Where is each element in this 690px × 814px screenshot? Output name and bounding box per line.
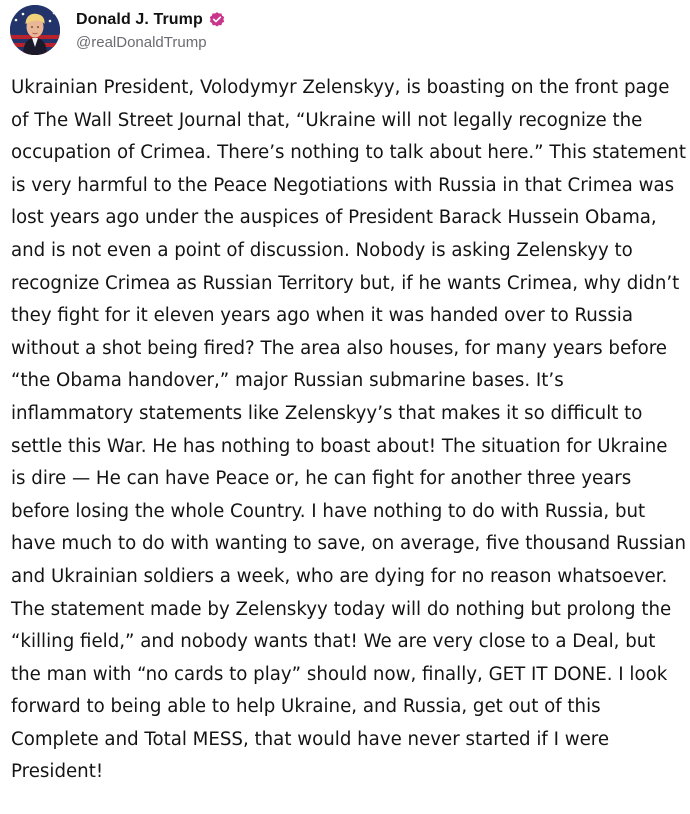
profile-photo-icon [10,5,60,55]
author-name-row [76,9,226,31]
post-header [10,2,226,58]
verified-badge-icon [208,11,226,29]
author-display-name[interactable]: Donald J. Trump [76,11,203,28]
author-names [76,9,226,51]
avatar[interactable] [10,5,60,55]
post-body-text: Ukrainian President, Volodymyr Zelenskyy, is boasting on the front page of The Wall Street Journal that, “Ukraine will not legally recognize the occupation of Crimea. There’s nothing to talk about here.” This statement is very harmful to the Peace Negotiations with Russia in that Crimea was lost years ago under the auspices of President Barack Hussein Obama, and is not even a point of discussion. Nobody is asking Zelenskyy to recognize Crimea as Russian Territory but, if he wants Crimea, why didn’t they fight for it eleven years ago when it was handed over to Russia without a shot being fired? The area also houses, for many years before “the Obama handover,” major Russian submarine bases. It’s inflammatory statements like Zelenskyy’s that makes it so difficult to settle this War. He has nothing to boast about! The situation for Ukraine is dire — He can have Peace or, he can fight for another three years before losing the whole Country. I have nothing to do with Russia, but have much to do with wanting to save, on average, five thousand Russian and Ukrainian soldiers a week, who are dying for no reason whatsoever. The statement made by Zelenskyy today will do nothing but prolong the “killing field,” and nobody wants that! We are very close to a Deal, but the man with “no cards to play” should now, finally, GET IT DONE. I look forward to being able to help Ukraine, and Russia, get out of this Complete and Total MESS, that would have never started if I were President! [11,77,687,783]
author-handle[interactable]: @realDonaldTrump [76,34,207,51]
